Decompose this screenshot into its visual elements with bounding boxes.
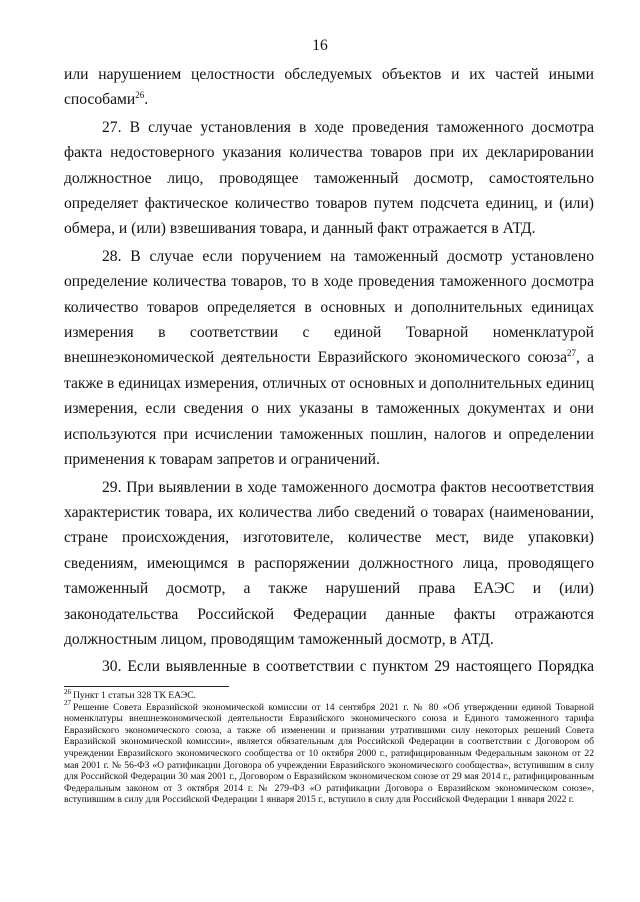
footnote-number: 27 [64,699,71,708]
paragraph-text: или нарушением целостности обследуемых объектов и их частей иными способами [64,66,594,109]
footnote-separator [64,686,229,687]
body-text [64,62,594,682]
footnote [64,687,594,702]
paragraph-28 [64,244,594,473]
page-number: 16 [312,37,328,54]
footnote-number: 26 [64,687,71,696]
paragraph-30: 30. Если выявленные в соответствии с пунктом 29 настоящего Порядка [102,658,594,676]
paragraph-continuation: или нарушением целостности обследуемых объектов и их частей иными способами$^{26}$. [64,66,594,109]
footnote-text: Пункт 1 статьи 328 ТК ЕАЭС. [73,690,196,701]
footnote [64,699,594,806]
paragraph-29: 29. При выявлении в ходе таможенного досмотра фактов несоответствия характеристик товара, их количества либо сведений о товарах (наименовании, стране происхождения, изготовителе, количестве мест, виде упаковки) сведениям, имеющимся в распоряжении должностного лица, проводящего таможенный досмотр, а также нарушений права ЕАЭС и (или) законодательства Российской Федерации данные факты отражаются должностным лицом, проводящим таможенный досмотр, в АТД. [64,478,594,648]
footnote-text: Решение Совета Евразийской экономической комиссии от 14 сентября 2021 г. № 80 «Об утверждении единой Товарной номенклатуры внешнеэкономической деятельности Евразийского экономического союза и Единого таможенного тарифа Евразийского экономического союза, а также об изменении и признании утратившими силу некоторых решений Совета Евразийской экономической комиссии», является обязательным для Российской Федерации в соответствии с Договором об учреждении Евразийского экономического сообщества от 10 октября 2000 г., ратифицированным Федеральным законом от 22 мая 2001 г. № 56-ФЗ «О ратификации Договора об учреждении Евразийского экономического сообщества», вступившим в силу для Российской Федерации 30 мая 2001 г., Договором о Евразийском экономическом союзе от 29 мая 2014 г., ратифицированным Федеральным законом от 3 октября 2014 г. № 279-ФЗ «О ратификации Договора о Евразийском экономическом союзе», вступившим в силу для Российской Федерации 1 января 2015 г., вступило в силу для Российской Федерации 1 января 2022 г. [64,701,594,806]
footnotes [64,687,594,806]
footnote-ref: 27 [567,348,577,359]
paragraph-text: , а также в единицах измерения, отличных от основных и дополнительных единиц измерения, если сведения о них указаны в таможенных документах и они используются при исчислении таможенных пошлин, налогов и определении применения к товарам запретов и ограничений. [64,349,594,469]
footnote-ref: 26 [135,90,145,101]
paragraph-27: 27. В случае установления в ходе проведения таможенного досмотра факта недостоверного указания количества товаров при их декларировании должностное лицо, проводящее таможенный досмотр, самостоятельно определяет фактическое количество товаров путем подсчета единиц, и (или) обмера, и (или) взвешивания товара, и данный факт отражается в АТД. [64,118,594,238]
paragraph-text: 28. В случае если поручением на таможенный досмотр установлено определение количества товаров, то в ходе проведения таможенного досмотра количество товаров определяется в основных и дополнительных единицах измерения в соответствии с единой Товарной номенклатурой внешнеэкономической деятельности Евразийского экономического союза [64,247,594,367]
